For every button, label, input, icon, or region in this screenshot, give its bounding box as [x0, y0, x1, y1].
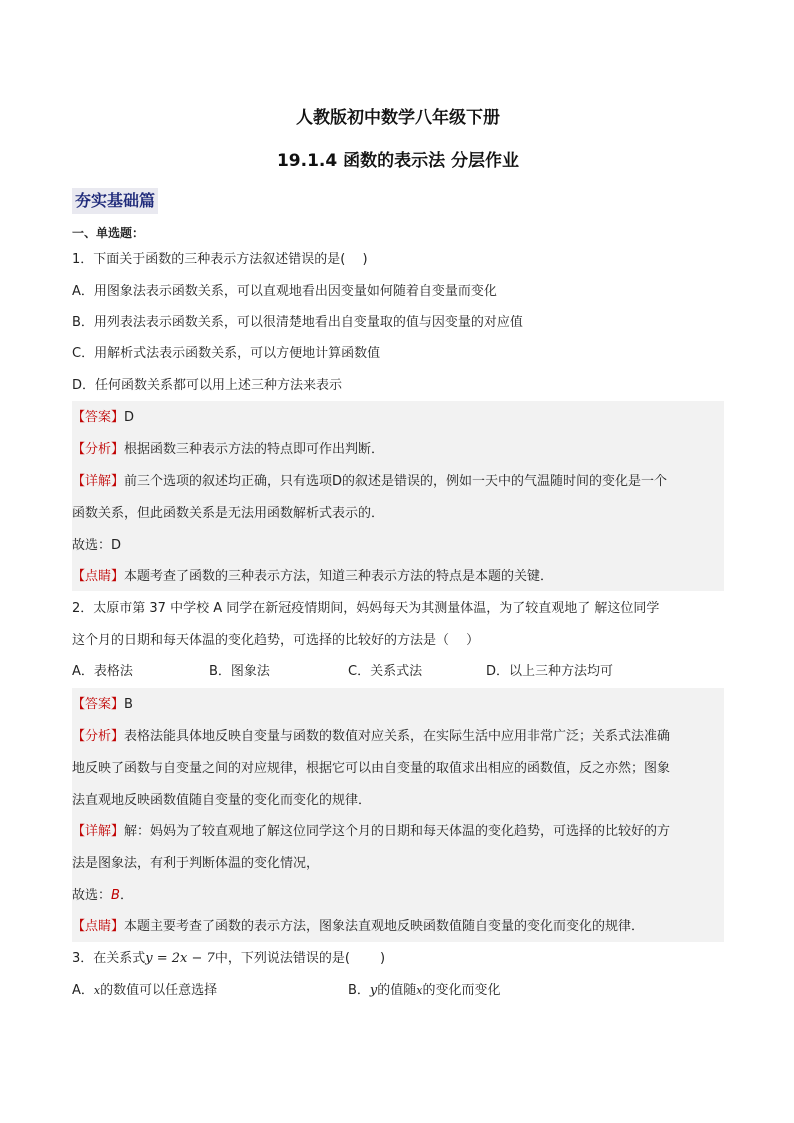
q1-comment-text: 本题考查了函数的三种表示方法，知道三种表示方法的特点是本题的关键．: [124, 569, 554, 584]
q3-option-b-prefix: B．: [348, 983, 370, 998]
q3-stem: [72, 949, 385, 969]
q2-choice-suffix: ．: [119, 888, 133, 903]
q1-detail: [72, 472, 667, 492]
q2-analysis-text-1: 表格法能具体地反映自变量与函数的数值对应关系，在实际生活中应用非常广泛；关系式法准确: [124, 729, 671, 744]
q2-comment-text: 本题主要考查了函数的表示方法，图象法直观地反映函数值随自变量的变化而变化的规律．: [124, 919, 645, 934]
q2-detail-text-1: 解：妈妈为了较直观地了解这位同学这个月的日期和每天体温的变化趋势，可选择的比较好的方: [124, 824, 671, 839]
q1-analysis-text: 根据函数三种表示方法的特点即可作出判断．: [124, 442, 385, 457]
q2-answer-value: B: [124, 697, 133, 712]
q1-option-c: C．用解析式法表示函数关系，可以方便地计算函数值: [72, 346, 381, 361]
q2-option-c: C．关系式法: [348, 664, 423, 679]
q1-option-b: B．用列表法表示函数关系，可以很清楚地看出自变量取的值与因变量的对应值: [72, 315, 523, 330]
q3-formula: y = 2x − 7: [145, 951, 215, 966]
q2-solution-box: [72, 688, 724, 942]
q3-option-a: [72, 981, 217, 1001]
q2-choice: [72, 886, 133, 906]
q3-stem-prefix: 3．在关系式: [72, 951, 146, 966]
q3-option-a-prefix: A．: [72, 983, 94, 998]
q3-option-a-text: 的数值可以任意选择: [100, 983, 218, 998]
document-subtitle: 19.1.4 函数的表示法 分层作业: [276, 151, 520, 171]
q2-analysis-text-3: 法直观地反映函数值随自变量的变化而变化的规律．: [72, 793, 372, 808]
q1-analysis: [72, 440, 384, 460]
q3-option-b: [348, 981, 501, 1001]
q1-comment: [72, 567, 553, 587]
q3-option-a-var: x: [93, 984, 101, 997]
q2-option-a: A．表格法: [72, 664, 133, 679]
q2-stem-2: 这个月的日期和每天体温的变化趋势，可选择的比较好的方法是（ ）: [72, 633, 480, 648]
q3-stem-suffix: 中，下列说法错误的是( ): [214, 951, 386, 966]
q1-answer-value: D: [124, 410, 135, 425]
q2-analysis-text-2: 地反映了函数与自变量之间的对应规律，根据它可以由自变量的取值求出相应的函数值，反之亦然；图象: [72, 761, 671, 776]
analysis-tag: 【分析】: [72, 442, 125, 457]
q1-option-d: D．任何函数关系都可以用上述三种方法来表示: [72, 378, 343, 393]
q3-option-b-var-1: y: [369, 983, 378, 998]
q2-option-d: D．以上三种方法均可: [486, 664, 614, 679]
q2-answer: [72, 695, 133, 715]
answer-tag: 【答案】: [72, 410, 125, 425]
q2-detail: [72, 822, 670, 842]
section-heading: 夯实基础篇: [72, 188, 158, 214]
detail-tag: 【详解】: [72, 824, 125, 839]
analysis-tag: 【分析】: [72, 729, 125, 744]
subsection-heading: 一、单选题：: [72, 226, 145, 240]
q2-choice-value: B: [111, 888, 120, 903]
q2-stem-1: 2．太原市第 37 中学校 A 同学在新冠疫情期间，妈妈每天为其测量体温，为了较直观地了 解这位同学: [72, 601, 660, 616]
q1-detail-text-2: 函数关系，但此函数关系是无法用函数解析式表示的．: [72, 506, 385, 521]
q2-option-b: B．图象法: [209, 664, 270, 679]
comment-tag: 【点睛】: [72, 919, 125, 934]
q3-option-b-text: 的变化而变化: [422, 983, 501, 998]
q3-option-b-mid: 的值随: [377, 983, 417, 998]
q2-analysis: [72, 727, 670, 747]
answer-tag: 【答案】: [72, 697, 125, 712]
q1-detail-text-1: 前三个选项的叙述均正确，只有选项D的叙述是错误的，例如一天中的气温随时间的变化是一个: [124, 474, 668, 489]
q2-detail-text-2: 法是图象法，有利于判断体温的变化情况，: [72, 856, 320, 871]
document-title: 人教版初中数学八年级下册: [296, 108, 500, 128]
q2-comment: [72, 917, 644, 937]
detail-tag: 【详解】: [72, 474, 125, 489]
q3-option-b-var-2: x: [416, 984, 423, 997]
q1-stem: 1．下面关于函数的三种表示方法叙述错误的是( ): [72, 252, 368, 267]
q1-choice: 故选：D: [72, 538, 122, 553]
q1-option-a: A．用图象法表示函数关系，可以直观地看出因变量如何随着自变量而变化: [72, 284, 497, 299]
comment-tag: 【点睛】: [72, 569, 125, 584]
q1-answer: [72, 408, 134, 428]
q1-solution-box: [72, 401, 724, 591]
q2-choice-prefix: 故选：: [72, 888, 112, 903]
